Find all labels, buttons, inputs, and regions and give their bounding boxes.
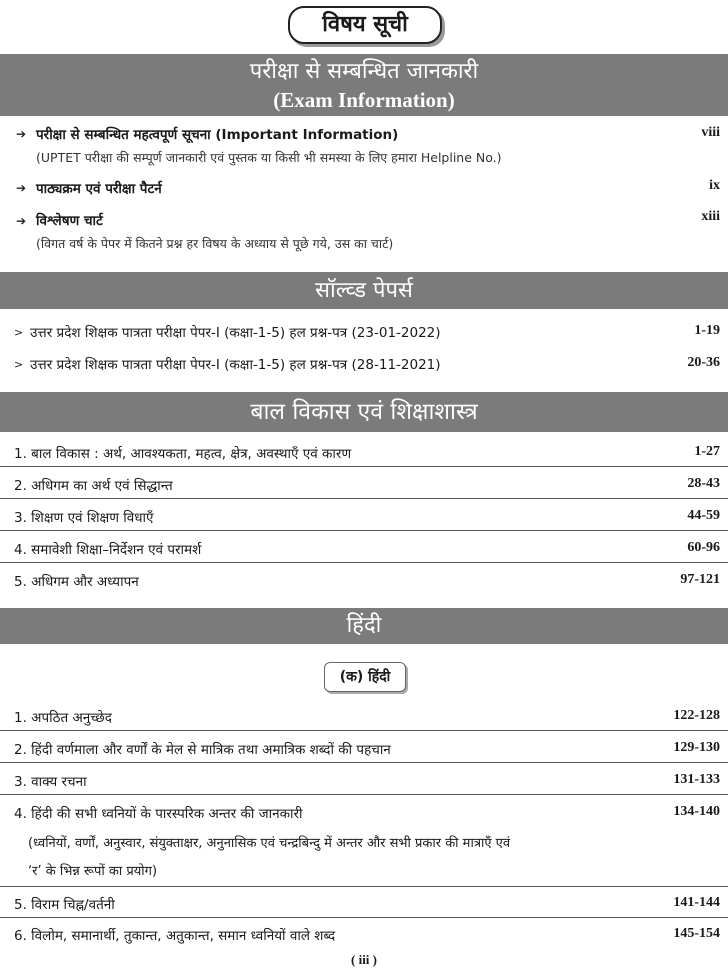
page-number: 131-133 bbox=[673, 772, 720, 787]
page-number: ix bbox=[709, 178, 720, 193]
toc-entry[interactable]: 4. हिंदी की सभी ध्वनियों के पारस्परिक अन्तर की जानकारी bbox=[14, 806, 303, 822]
page-number: 44-59 bbox=[687, 508, 720, 523]
page-number: 134-140 bbox=[673, 804, 720, 819]
arrow-icon: ➔ bbox=[16, 181, 27, 195]
page-number: 28-43 bbox=[687, 476, 720, 491]
entry-description: ‘र’ के भिन्न रूपों का प्रयोग) bbox=[28, 864, 158, 879]
divider bbox=[0, 917, 728, 918]
chevron-right-icon: > bbox=[14, 358, 24, 371]
toc-entry[interactable]: 6. विलोम, समानार्थी, तुकान्त, अतुकान्त, समान ध्वनियों वाले शब्द bbox=[14, 928, 336, 944]
divider bbox=[0, 794, 728, 795]
section-header-exam-info bbox=[0, 54, 728, 116]
subsection-title: (क) हिंदी bbox=[324, 662, 406, 692]
entry-description: (ध्वनियों, वर्णों, अनुस्वार, संयुक्ताक्षर, अनुनासिक एवं चन्द्रबिन्दु में अन्तर और सभी प्रकार की मात्राएँ एवं bbox=[28, 836, 511, 851]
toc-entry[interactable]: 2. हिंदी वर्णमाला और वर्णों के मेल से मात्रिक तथा अमात्रिक शब्दों की पहचान bbox=[14, 742, 391, 758]
entry-description: (UPTET परीक्षा की सम्पूर्ण जानकारी एवं पुस्तक या किसी भी समस्या के लिए हमारा Helpline No.) bbox=[36, 150, 502, 165]
toc-entry[interactable]: 2. अधिगम का अर्थ एवं सिद्धान्त bbox=[14, 478, 173, 494]
page-number: 20-36 bbox=[687, 355, 720, 370]
toc-entry[interactable]: 3. वाक्य रचना bbox=[14, 774, 87, 790]
divider bbox=[0, 466, 728, 467]
divider bbox=[0, 886, 728, 887]
toc-entry-syllabus[interactable]: पाठ्यक्रम एवं परीक्षा पैटर्न bbox=[36, 181, 162, 197]
page-number: 97-121 bbox=[680, 572, 720, 587]
entry-description: (विगत वर्ष के पेपर में कितने प्रश्न हर विषय के अध्याय से पूछे गये, उस का चार्ट) bbox=[36, 236, 394, 251]
section-header-child-development bbox=[0, 392, 728, 432]
toc-entry-important-info[interactable]: परीक्षा से सम्बन्धित महत्वपूर्ण सूचना (Important Information) bbox=[36, 127, 399, 143]
toc-entry[interactable]: 1. बाल विकास : अर्थ, आवश्यकता, महत्व, क्षेत्र, अवस्थाएँ एवं कारण bbox=[14, 446, 352, 462]
section-title-english: (Exam Information) bbox=[273, 88, 455, 112]
page-footer-number: ( iii ) bbox=[351, 952, 377, 967]
toc-entry-solved-paper-2021[interactable]: उत्तर प्रदेश शिक्षक पात्रता परीक्षा पेपर-I (कक्षा-1-5) हल प्रश्न-पत्र (28-11-2021) bbox=[30, 357, 441, 373]
divider bbox=[0, 498, 728, 499]
page-number: 1-19 bbox=[694, 323, 720, 338]
section-title: बाल विकास एवं शिक्षाशास्त्र bbox=[250, 399, 478, 425]
toc-entry[interactable]: 5. अधिगम और अध्यापन bbox=[14, 574, 139, 590]
toc-entry[interactable]: 4. समावेशी शिक्षा–निर्देशन एवं परामर्श bbox=[14, 542, 202, 558]
section-title: हिंदी bbox=[346, 613, 382, 638]
section-title: सॉल्व्ड पेपर्स bbox=[315, 278, 413, 303]
section-header-solved-papers bbox=[0, 272, 728, 309]
divider bbox=[0, 562, 728, 563]
toc-entry-analysis-chart[interactable]: विश्लेषण चार्ट bbox=[36, 213, 103, 229]
divider bbox=[0, 730, 728, 731]
arrow-icon: ➔ bbox=[16, 214, 27, 228]
toc-entry[interactable]: 3. शिक्षण एवं शिक्षण विधाएँ bbox=[14, 510, 154, 526]
section-header-hindi bbox=[0, 608, 728, 644]
page-number: 129-130 bbox=[673, 740, 720, 755]
page-number: 60-96 bbox=[687, 540, 720, 555]
page-title: विषय सूची bbox=[288, 6, 442, 44]
section-title-hindi: परीक्षा से सम्बन्धित जानकारी bbox=[249, 59, 479, 84]
page-number: viii bbox=[701, 125, 720, 140]
toc-entry[interactable]: 1. अपठित अनुच्छेद bbox=[14, 710, 112, 726]
divider bbox=[0, 762, 728, 763]
page-number: 122-128 bbox=[673, 708, 720, 723]
page-number: 145-154 bbox=[673, 926, 720, 941]
page-number: 1-27 bbox=[694, 444, 720, 459]
page-number: 141-144 bbox=[673, 895, 720, 910]
toc-entry[interactable]: 5. विराम चिह्न/वर्तनी bbox=[14, 897, 115, 913]
chevron-right-icon: > bbox=[14, 326, 24, 339]
arrow-icon: ➔ bbox=[16, 127, 27, 141]
toc-entry-solved-paper-2022[interactable]: उत्तर प्रदेश शिक्षक पात्रता परीक्षा पेपर-I (कक्षा-1-5) हल प्रश्न-पत्र (23-01-2022) bbox=[30, 325, 441, 341]
page-number: xiii bbox=[701, 209, 720, 224]
divider bbox=[0, 530, 728, 531]
